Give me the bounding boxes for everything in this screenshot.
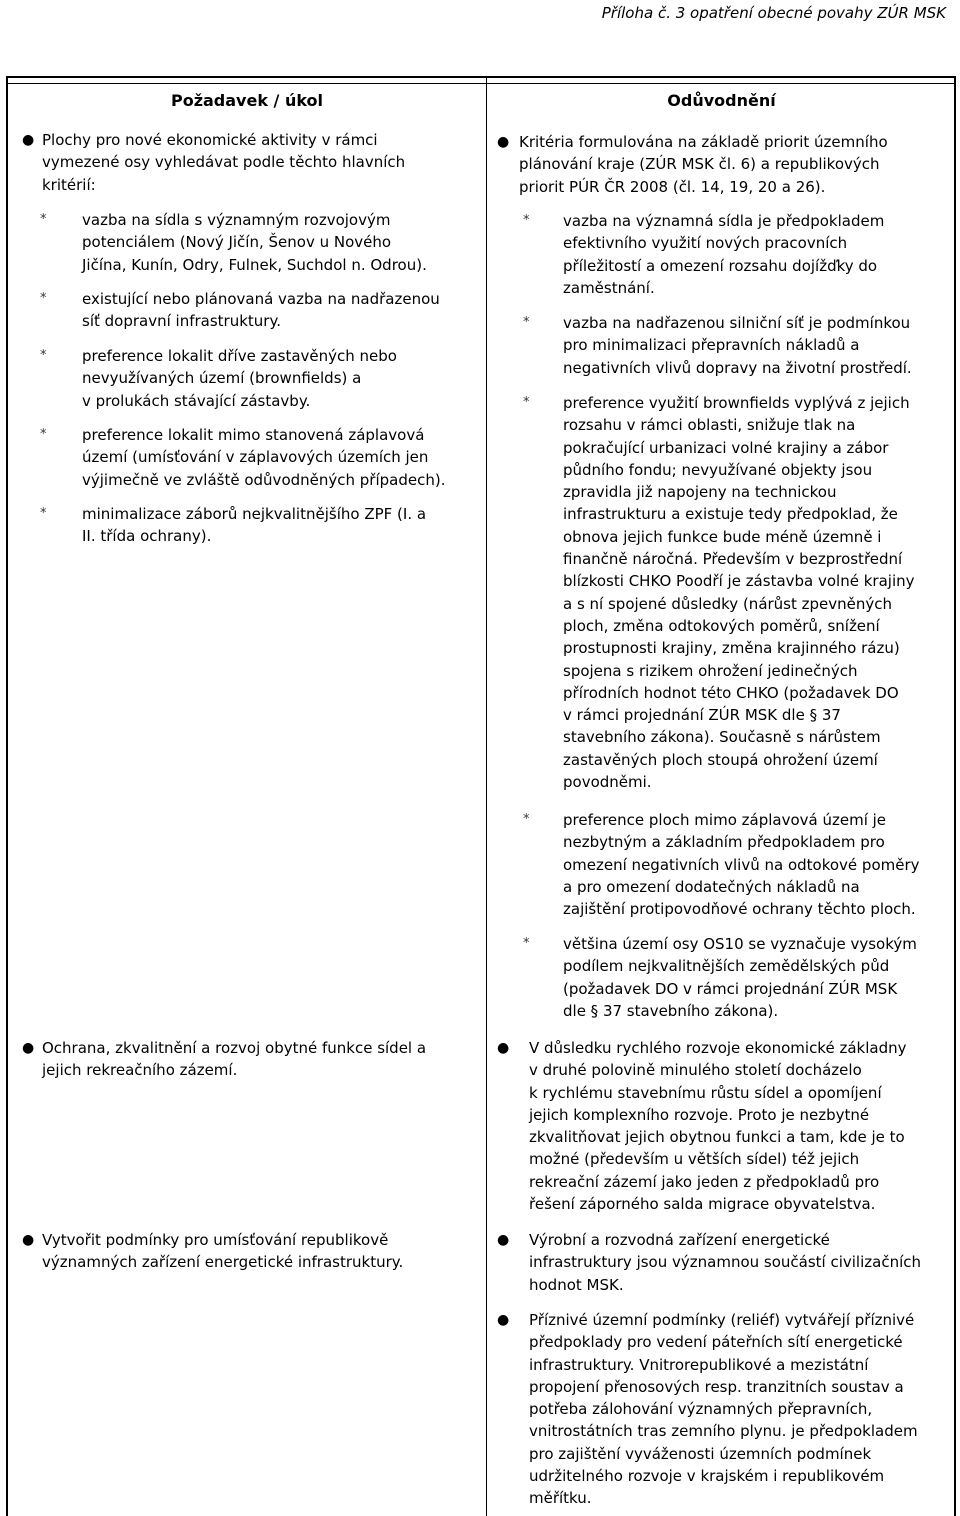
reason-text: preference využití brownfields vyplývá z jejich rozsahu v rámci oblasti, snižuje tlak na pokračující urbanizaci volné krajiny a zábor půdního fondu; nevyužívané objekty jsou zpravidla již napojeny na technickou infrastrukturu a existuje tedy předpoklad, že obnova jejich funkce bude méně územně i finančně náročná. Především v bezprostřední blízkosti CHKO Poodří je zástavba volné krajiny a s ní spojené důsledky (nárůst zpevněných ploch, změna odtokových poměrů, snížení prostupnosti krajiny, změna krajinného rázu) spojena s rizikem ohrožení jedinečných přírodních hodnot této CHKO (požadavek DO v rámci projednání ZÚR MSK dle § 37 stavebního zákona). Současně s nárůstem zastavěných ploch stoupá ohrožení území povodněmi. — [563, 394, 915, 792]
reason-text: vazba na významná sídla je předpokladem efektivního využití nových pracovních příležitostí a omezení rozsahu dojížďky do zaměstnání. — [563, 212, 885, 297]
bullet-icon: ● — [497, 134, 510, 150]
reason-item — [523, 312, 953, 379]
bullet-icon: ● — [22, 1040, 35, 1056]
left-intro — [22, 129, 482, 196]
right-reason-3b-text: Příznivé územní podmínky (reliéf) vytvářejí příznivé předpoklady pro vedení páteřních sítí energetické infrastruktury. Vnitrorepublikové a mezistátní propojení přenosových resp. tranzitních soustav a potřeba zálohování významných přepravních, vnitrostátních tras zemního plynu. je předpokladem pro zajištění vyváženosti územních podmínek udržitelného rozvoje v krajském i republikovém měřítku. — [529, 1311, 918, 1508]
header-separator — [8, 83, 954, 84]
asterisk-icon: * — [523, 213, 530, 228]
asterisk-icon: * — [523, 936, 530, 951]
left-task-3-text: Vytvořit podmínky pro umísťování republikově významných zařízení energetické infrastruktury. — [42, 1231, 404, 1272]
bullet-icon: ● — [497, 1312, 510, 1328]
criterion-text: preference lokalit mimo stanovená záplavová území (umísťování v záplavových územích jen výjimečně ve zvláště odůvodněných případech). — [82, 426, 446, 489]
bullet-icon: ● — [497, 1040, 510, 1056]
asterisk-icon: * — [40, 212, 47, 227]
bullet-icon: ● — [22, 1232, 35, 1248]
right-intro — [497, 131, 953, 198]
criterion-text: vazba na sídla s významným rozvojovým potenciálem (Nový Jičín, Šenov u Nového Jičína, Kunín, Odry, Fulnek, Suchdol n. Odrou). — [82, 211, 427, 274]
reason-item — [523, 809, 953, 920]
criterion-text: preference lokalit dříve zastavěných nebo nevyužívaných území (brownfields) a v prolukách stávající zástavby. — [82, 347, 397, 410]
criterion-item — [40, 503, 480, 548]
criterion-item — [40, 209, 480, 276]
page-header: Příloha č. 3 opatření obecné povahy ZÚR MSK — [601, 4, 946, 22]
asterisk-icon: * — [40, 291, 47, 306]
criterion-text: existující nebo plánovaná vazba na nadřazenou síť dopravní infrastruktury. — [82, 290, 440, 331]
reason-text: většina území osy OS10 se vyznačuje vysokým podílem nejkvalitnějších zemědělských půd (požadavek DO v rámci projednání ZÚR MSK dle § 37 stavebního zákona). — [563, 935, 917, 1020]
right-reason-3a-text: Výrobní a rozvodná zařízení energetické infrastruktury jsou významnou součástí civilizačních hodnot MSK. — [529, 1231, 922, 1294]
asterisk-icon: * — [523, 812, 530, 827]
right-column-header: Odůvodnění — [667, 91, 776, 110]
right-reason-2-text: V důsledku rychlého rozvoje ekonomické základny v druhé polovině minulého století docházelo k rychlému stavebnímu růstu sídel a opomíjení jejich komplexního rozvoje. Proto je nezbytné zkvalitňovat jejich obytnou funkci a tam, kde je to možné (především u větších sídel) též jejich rekreační zázemí jako jeden z předpokladů pro řešení záporného salda migrace obyvatelstva. — [529, 1039, 907, 1214]
bullet-icon: ● — [22, 132, 35, 148]
reason-item — [523, 210, 953, 299]
left-task-2-text: Ochrana, zkvalitnění a rozvoj obytné funkce sídel a jejich rekreačního zázemí. — [42, 1039, 427, 1080]
column-divider — [486, 78, 487, 1516]
reason-item — [523, 933, 953, 1022]
reason-item — [523, 392, 953, 793]
right-reason-3a — [497, 1229, 953, 1296]
asterisk-icon: * — [40, 427, 47, 442]
left-intro-text: Plochy pro nové ekonomické aktivity v rámci vymezené osy vyhledávat podle těchto hlavních kritérií: — [42, 131, 406, 194]
right-intro-text: Kritéria formulována na základě priorit územního plánování kraje (ZÚR MSK čl. 6) a republikových priorit PÚR ČR 2008 (čl. 14, 19, 20 a 26). — [519, 133, 888, 196]
criterion-item — [40, 288, 480, 333]
criterion-text: minimalizace záborů nejkvalitnějšího ZPF (I. a II. třída ochrany). — [82, 505, 427, 546]
right-reason-2 — [497, 1037, 953, 1215]
asterisk-icon: * — [40, 348, 47, 363]
asterisk-icon: * — [40, 506, 47, 521]
bullet-icon: ● — [497, 1232, 510, 1248]
left-task-3 — [22, 1229, 482, 1274]
left-task-2 — [22, 1037, 482, 1082]
asterisk-icon: * — [523, 315, 530, 330]
criterion-item — [40, 345, 480, 412]
asterisk-icon: * — [523, 395, 530, 410]
content-table — [6, 76, 956, 1516]
criterion-item — [40, 424, 480, 491]
right-reason-3b — [497, 1309, 953, 1510]
left-column-header: Požadavek / úkol — [170, 91, 324, 110]
reason-text: preference ploch mimo záplavová území je nezbytným a základním předpokladem pro omezení negativních vlivů na odtokové poměry a pro omezení dodatečných nákladů na zajištění protipovodňové ochrany těchto ploch. — [563, 811, 920, 919]
reason-text: vazba na nadřazenou silniční síť je podmínkou pro minimalizaci přepravních nákladů a negativních vlivů dopravy na životní prostředí. — [563, 314, 912, 377]
